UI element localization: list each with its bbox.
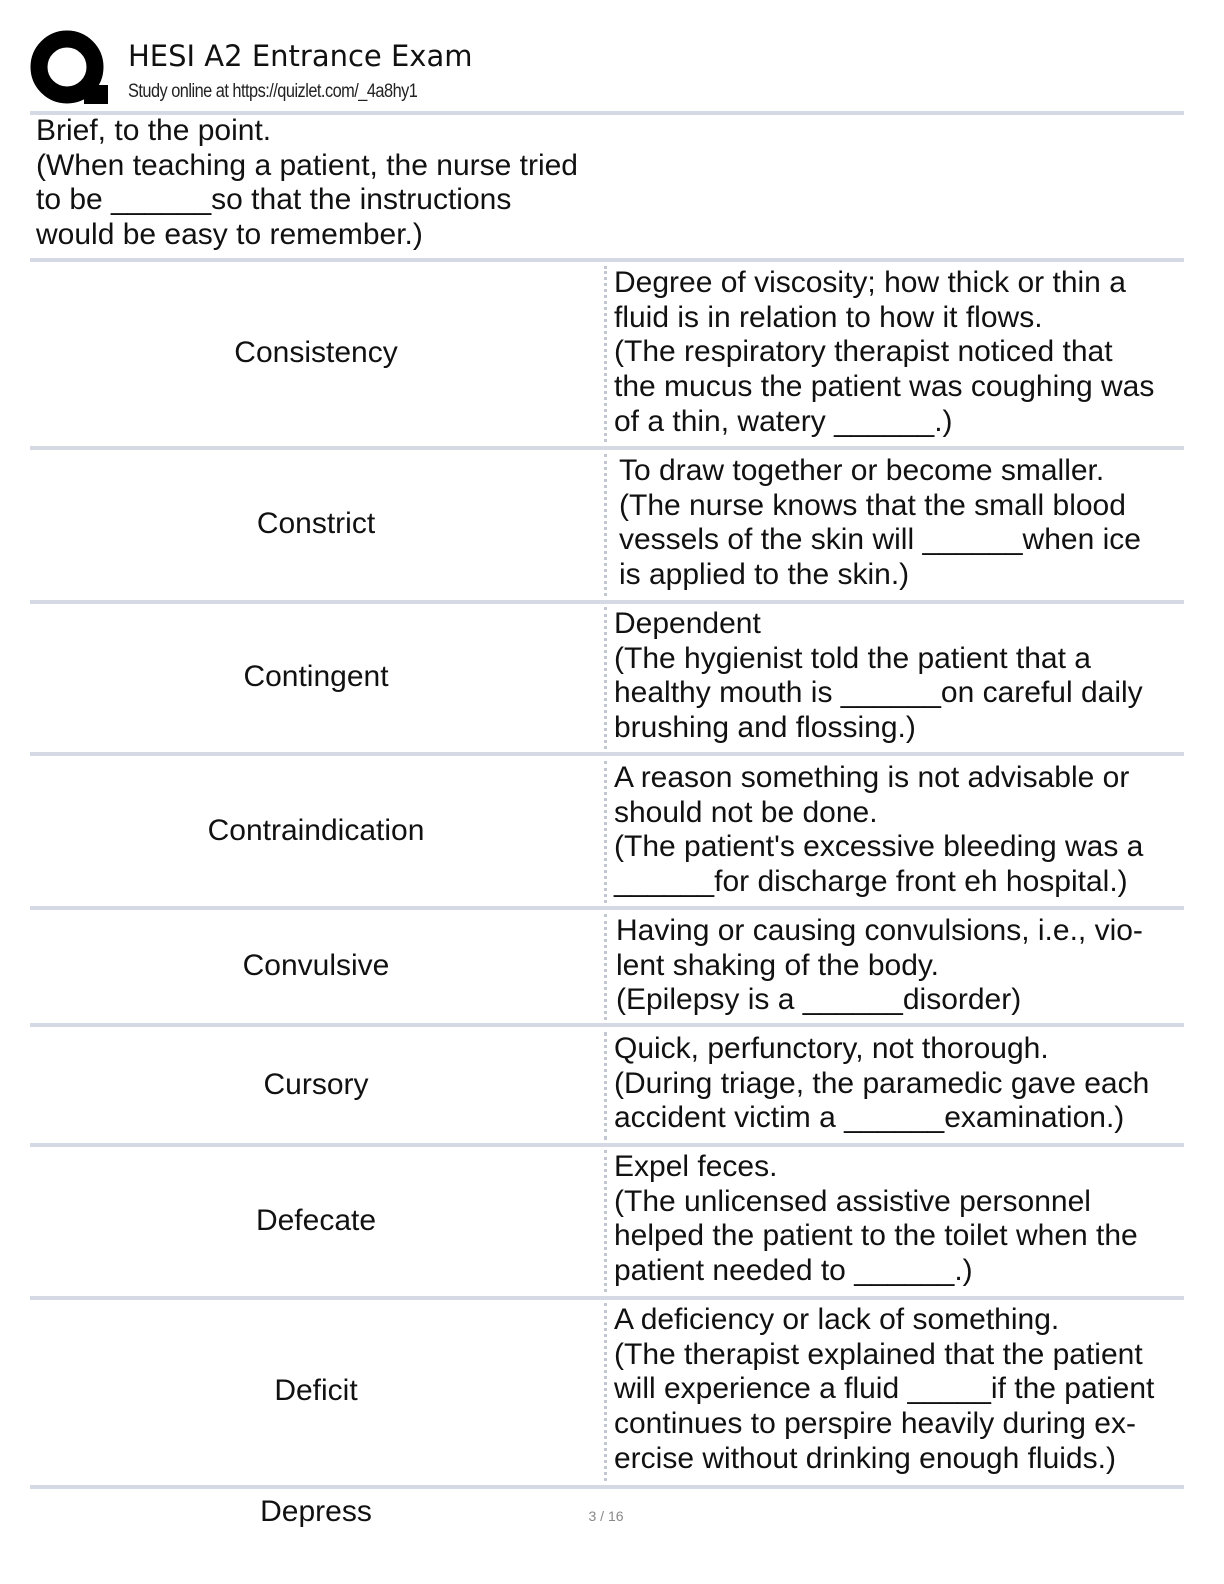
card-term: Deficit [274,1374,358,1407]
card-definition [604,914,1182,1020]
definition-line: fluid is in relation to how it flows. [614,300,1043,334]
definition-line: (The hygienist told the patient that a [614,641,1091,675]
card-term: Cursory [263,1068,369,1101]
card-term: Contingent [243,660,389,693]
definition-line: (The patient's excessive bleeding was a [614,830,1144,864]
definition-line: helped the patient to the toilet when the [614,1219,1138,1253]
divider [30,1485,1184,1489]
definition-line: To draw together or become smaller. [619,454,1105,487]
definition-line: (The therapist explained that the patient [614,1337,1143,1371]
study-online-link[interactable]: Study online at https://quizlet.com/_4a8hy1 [128,81,418,102]
definition-line: healthy mouth is ______on careful daily [614,676,1143,710]
card-term: Depress [260,1495,372,1528]
definition-line: (During triage, the paramedic gave each [614,1066,1150,1100]
divider [30,1143,1184,1147]
quizlet-q-logo-icon [30,30,108,106]
card-definition [604,1303,1182,1481]
definition-line: is applied to the skin.) [619,558,910,592]
card-definition [604,607,1182,749]
card-definition [604,1150,1182,1292]
definition-line: Dependent [614,607,761,640]
card-term: Convulsive [242,949,390,982]
divider [30,258,1184,262]
divider [30,752,1184,756]
definition-line: (The respiratory therapist noticed that [614,335,1113,369]
definition-line: ______for discharge front eh hospital.) [614,865,1128,899]
card-term: Consistency [234,336,398,369]
divider [30,906,1184,910]
divider [30,600,1184,604]
card-definition [604,266,1182,442]
card-term: Defecate [255,1204,377,1237]
card-term: Contraindication [207,814,425,847]
definition-line: Quick, perfunctory, not thorough. [614,1032,1049,1065]
definition-line: A deficiency or lack of something. [614,1303,1060,1336]
page-number: 3 / 16 [588,1508,624,1524]
definition-line: vessels of the skin will ______when ice [619,523,1141,557]
card-definition [604,1032,1182,1140]
definition-line: should not be done. [614,795,878,829]
definition-line: Expel feces. [614,1150,778,1183]
definition-line: accident victim a ______examination.) [614,1101,1125,1135]
definition-line: (Epilepsy is a ______disorder) [616,983,1022,1017]
definition-line: continues to perspire heavily during ex- [614,1407,1136,1441]
document-title: HESI A2 Entrance Exam [128,39,473,73]
definition-line: Degree of viscosity; how thick or thin a [614,266,1126,299]
definition-line: patient needed to ______.) [614,1254,973,1288]
definition-line: would be easy to remember.) [36,218,423,252]
definition-line: of a thin, watery ______.) [614,404,953,438]
card-definition [604,454,1182,596]
definition-line: Having or causing convulsions, i.e., vio- [616,914,1143,947]
divider [30,1296,1184,1300]
card-term: Constrict [256,507,376,540]
definition-line: A reason something is not advisable or [614,761,1130,794]
definition-line: will experience a fluid _____if the patient [614,1372,1155,1406]
definition-line: ercise without drinking enough fluids.) [614,1441,1116,1475]
definition-line: Brief, to the point. [36,114,272,147]
definition-line: lent shaking of the body. [616,948,939,982]
definition-line: brushing and flossing.) [614,711,916,745]
definition-line: the mucus the patient was coughing was [614,370,1155,404]
card-definition-continued [36,114,578,253]
divider [30,446,1184,450]
definition-line: to be ______so that the instructions [36,183,512,217]
divider [30,1023,1184,1027]
definition-line: (The nurse knows that the small blood [619,488,1126,522]
definition-line: (The unlicensed assistive personnel [614,1184,1091,1218]
definition-line: (When teaching a patient, the nurse tried [36,148,578,182]
card-definition [604,761,1182,903]
